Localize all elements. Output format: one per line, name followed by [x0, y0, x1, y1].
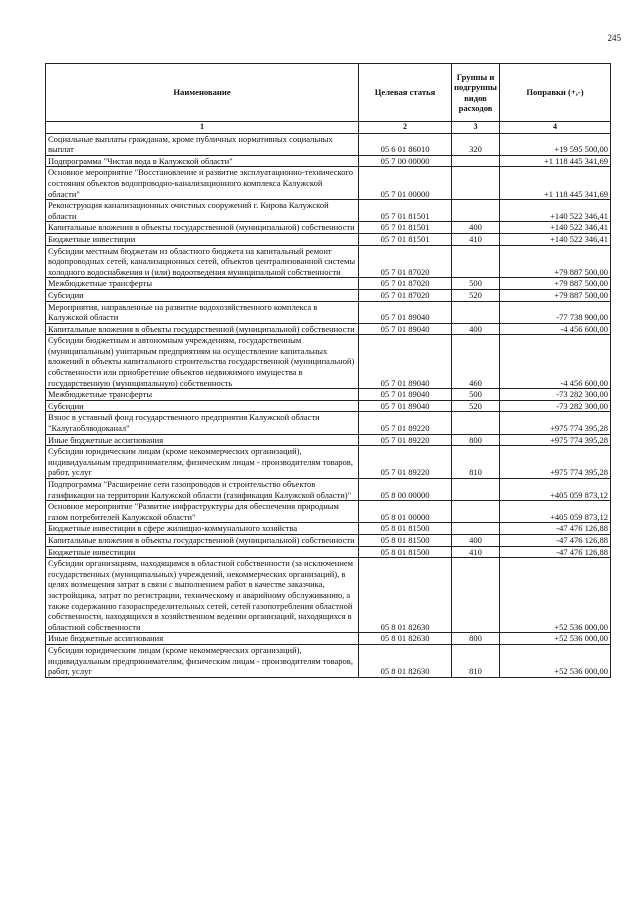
row-amendment-amount-cell: -77 738 900,00: [500, 301, 611, 323]
row-name-cell: Иные бюджетные ассигнования: [46, 434, 359, 446]
row-target-code-cell: 05 7 01 87020: [359, 245, 452, 278]
row-target-code-cell: 05 7 01 89040: [359, 400, 452, 412]
row-target-code-cell: 05 7 00 00000: [359, 155, 452, 167]
row-expense-group-cell: 320: [452, 133, 500, 155]
row-expense-group-cell: 460: [452, 335, 500, 389]
table-row: [46, 434, 611, 446]
row-target-code-cell: 05 7 01 00000: [359, 167, 452, 200]
row-name-cell: Подпрограмма "Чистая вода в Калужской области": [46, 155, 359, 167]
table-row: [46, 501, 611, 523]
row-target-code-cell: 05 7 01 81501: [359, 200, 452, 222]
row-amendment-amount-cell: -47 476 126,88: [500, 546, 611, 558]
row-expense-group-cell: 500: [452, 389, 500, 401]
table-row: [46, 245, 611, 278]
row-expense-group-cell: [452, 245, 500, 278]
row-expense-group-cell: 520: [452, 400, 500, 412]
row-name-cell: Реконструкция канализационных очистных сооружений г. Кирова Калужской области: [46, 200, 359, 222]
row-target-code-cell: 05 7 01 81501: [359, 222, 452, 234]
row-target-code-cell: 05 7 01 81501: [359, 233, 452, 245]
table-row: [46, 133, 611, 155]
row-expense-group-cell: 400: [452, 323, 500, 335]
row-name-cell: Подпрограмма "Расширение сети газопроводов и строительство объектов газификации на территории Калужской области (газификация Калужской области)": [46, 479, 359, 501]
row-expense-group-cell: 520: [452, 289, 500, 301]
row-expense-group-cell: 800: [452, 633, 500, 645]
row-amendment-amount-cell: -4 456 600,00: [500, 335, 611, 389]
column-number: 1: [46, 122, 359, 134]
row-name-cell: Субсидии организациям, находящимся в областной собственности (за исключением государственных (муниципальных) учреждений, некоммерческих организаций), в целях возмещения затрат в связи с выполнением работ в качестве заказчика, застройщика, затрат по регистрации, техническому и аварийному обслуживанию, а также содержанию газораспределительных сетей, сетей газопотребления областной собственности, находящихся в хозяйственном ведении организаций, находящихся в областной собственности: [46, 558, 359, 633]
column-number-row: [46, 122, 611, 134]
row-target-code-cell: 05 6 01 86010: [359, 133, 452, 155]
table-row: [46, 389, 611, 401]
row-amendment-amount-cell: +405 059 873,12: [500, 479, 611, 501]
row-expense-group-cell: [452, 167, 500, 200]
row-amendment-amount-cell: +1 118 445 341,69: [500, 167, 611, 200]
table-row: [46, 323, 611, 335]
row-name-cell: Бюджетные инвестиции в сфере жилищно-коммунального хозяйства: [46, 523, 359, 535]
row-target-code-cell: 05 7 01 89220: [359, 434, 452, 446]
row-amendment-amount-cell: +79 887 500,00: [500, 278, 611, 290]
row-target-code-cell: 05 8 01 82630: [359, 633, 452, 645]
column-number: 3: [452, 122, 500, 134]
row-amendment-amount-cell: +1 118 445 341,69: [500, 155, 611, 167]
row-expense-group-cell: [452, 200, 500, 222]
row-name-cell: Субсидии юридическим лицам (кроме некоммерческих организаций), индивидуальным предпринимателям, физическим лицам - производителям товаров, работ, услуг: [46, 446, 359, 479]
table-row: [46, 400, 611, 412]
row-amendment-amount-cell: -73 282 300,00: [500, 400, 611, 412]
row-expense-group-cell: [452, 501, 500, 523]
header-expense-group: Группы и подгруппы видов расходов: [452, 64, 500, 122]
row-expense-group-cell: 410: [452, 546, 500, 558]
row-amendment-amount-cell: +52 536 000,00: [500, 633, 611, 645]
column-number: 2: [359, 122, 452, 134]
row-name-cell: Основное мероприятие "Развитие инфраструктуры для обеспечения природным газом потребителей Калужской области": [46, 501, 359, 523]
row-name-cell: Субсидии местным бюджетам из областного бюджета на капитальный ремонт водопроводных сетей, канализационных сетей, объектов централизованной системы холодного водоснабжения и (или) водоотведения муниципальной собственности: [46, 245, 359, 278]
row-name-cell: Межбюджетные трансферты: [46, 278, 359, 290]
row-target-code-cell: 05 7 01 89040: [359, 389, 452, 401]
table-row: [46, 412, 611, 434]
row-expense-group-cell: 400: [452, 222, 500, 234]
row-name-cell: Капитальные вложения в объекты государственной (муниципальной) собственности: [46, 222, 359, 234]
table-row: [46, 633, 611, 645]
header-name: Наименование: [46, 64, 359, 122]
row-target-code-cell: 05 8 01 00000: [359, 501, 452, 523]
row-name-cell: Основное мероприятие "Восстановление и развитие эксплуатационно-технического состояния объектов водопроводно-канализационного комплекса Калужской области": [46, 167, 359, 200]
row-amendment-amount-cell: +79 887 500,00: [500, 245, 611, 278]
table-row: [46, 546, 611, 558]
row-expense-group-cell: [452, 155, 500, 167]
column-number: 4: [500, 122, 611, 134]
row-name-cell: Межбюджетные трансферты: [46, 389, 359, 401]
table-row: [46, 200, 611, 222]
row-expense-group-cell: 810: [452, 446, 500, 479]
table-row: [46, 289, 611, 301]
table-row: [46, 301, 611, 323]
row-target-code-cell: 05 7 01 89040: [359, 301, 452, 323]
row-expense-group-cell: 500: [452, 278, 500, 290]
row-amendment-amount-cell: -73 282 300,00: [500, 389, 611, 401]
table-row: [46, 222, 611, 234]
row-name-cell: Иные бюджетные ассигнования: [46, 633, 359, 645]
row-amendment-amount-cell: +405 059 873,12: [500, 501, 611, 523]
table-row: [46, 644, 611, 677]
table-row: [46, 479, 611, 501]
row-name-cell: Социальные выплаты гражданам, кроме публичных нормативных социальных выплат: [46, 133, 359, 155]
row-target-code-cell: 05 8 01 81500: [359, 546, 452, 558]
row-name-cell: Капитальные вложения в объекты государственной (муниципальной) собственности: [46, 323, 359, 335]
row-amendment-amount-cell: +79 887 500,00: [500, 289, 611, 301]
row-target-code-cell: 05 7 01 87020: [359, 289, 452, 301]
row-target-code-cell: 05 7 01 89220: [359, 446, 452, 479]
table-row: [46, 155, 611, 167]
row-expense-group-cell: [452, 479, 500, 501]
row-expense-group-cell: 800: [452, 434, 500, 446]
row-amendment-amount-cell: +140 522 346,41: [500, 200, 611, 222]
row-amendment-amount-cell: -47 476 126,88: [500, 534, 611, 546]
row-expense-group-cell: 400: [452, 534, 500, 546]
row-target-code-cell: 05 8 01 82630: [359, 558, 452, 633]
row-name-cell: Бюджетные инвестиции: [46, 233, 359, 245]
row-amendment-amount-cell: +975 774 395,28: [500, 412, 611, 434]
row-expense-group-cell: [452, 558, 500, 633]
row-amendment-amount-cell: +140 522 346,41: [500, 222, 611, 234]
row-target-code-cell: 05 7 01 87020: [359, 278, 452, 290]
row-amendment-amount-cell: +140 522 346,41: [500, 233, 611, 245]
row-name-cell: Капитальные вложения в объекты государственной (муниципальной) собственности: [46, 534, 359, 546]
table-row: [46, 523, 611, 535]
row-expense-group-cell: 810: [452, 644, 500, 677]
row-expense-group-cell: [452, 412, 500, 434]
table-row: [46, 534, 611, 546]
table-row: [46, 558, 611, 633]
table-header-row: [46, 64, 611, 122]
page-number: 245: [607, 33, 621, 43]
row-expense-group-cell: [452, 523, 500, 535]
table-row: [46, 167, 611, 200]
row-expense-group-cell: 410: [452, 233, 500, 245]
table-row: [46, 233, 611, 245]
row-amendment-amount-cell: -47 476 126,88: [500, 523, 611, 535]
table-row: [46, 278, 611, 290]
table-row: [46, 446, 611, 479]
row-name-cell: Субсидии юридическим лицам (кроме некоммерческих организаций), индивидуальным предпринимателям, физическим лицам - производителям товаров, работ, услуг: [46, 644, 359, 677]
table-row: [46, 335, 611, 389]
row-amendment-amount-cell: +975 774 395,28: [500, 434, 611, 446]
header-target-article: Целевая статья: [359, 64, 452, 122]
row-amendment-amount-cell: +19 595 500,00: [500, 133, 611, 155]
row-target-code-cell: 05 8 01 81500: [359, 523, 452, 535]
row-name-cell: Мероприятия, направленные на развитие водохозяйственного комплекса в Калужской области: [46, 301, 359, 323]
budget-amendments-table: [45, 63, 611, 678]
row-name-cell: Взнос в уставный фонд государственного предприятия Калужской области "Калугаоблводоканал": [46, 412, 359, 434]
row-amendment-amount-cell: +975 774 395,28: [500, 446, 611, 479]
row-name-cell: Субсидии: [46, 289, 359, 301]
row-amendment-amount-cell: +52 536 000,00: [500, 644, 611, 677]
row-target-code-cell: 05 7 01 89040: [359, 323, 452, 335]
row-expense-group-cell: [452, 301, 500, 323]
row-amendment-amount-cell: -4 456 600,00: [500, 323, 611, 335]
row-name-cell: Бюджетные инвестиции: [46, 546, 359, 558]
row-target-code-cell: 05 8 00 00000: [359, 479, 452, 501]
row-target-code-cell: 05 8 01 81500: [359, 534, 452, 546]
row-name-cell: Субсидии: [46, 400, 359, 412]
row-target-code-cell: 05 8 01 82630: [359, 644, 452, 677]
table-body: [46, 133, 611, 677]
row-target-code-cell: 05 7 01 89220: [359, 412, 452, 434]
row-target-code-cell: 05 7 01 89040: [359, 335, 452, 389]
row-name-cell: Субсидии бюджетным и автономным учреждениям, государственным (муниципальным) унитарным предприятиям на осуществление капитальных вложений в объекты капитального строительства государственной (муниципальной) собственности или приобретение объектов недвижимого имущества в государственную (муниципальную) собственность: [46, 335, 359, 389]
header-amendment: Поправки (+,-): [500, 64, 611, 122]
row-amendment-amount-cell: +52 536 000,00: [500, 558, 611, 633]
